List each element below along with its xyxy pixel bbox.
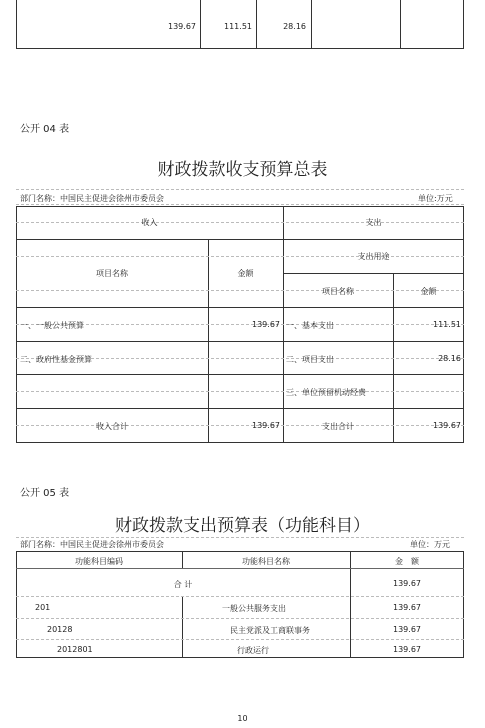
expense-item: 一、基本支出 — [286, 321, 334, 330]
function-code: 201 — [35, 603, 51, 612]
function-name: 民主党派及工商联事务 — [230, 626, 310, 635]
income-item: 二、政府性基金预算 — [20, 355, 92, 364]
header-amount-expense: 金额 — [420, 287, 437, 296]
header-function-code: 功能科目编码 — [75, 557, 123, 566]
expense-item: 三、单位预留机动经费 — [286, 388, 366, 397]
total-income-label: 收入合计 — [96, 422, 128, 431]
function-amount: 139.67 — [393, 625, 421, 634]
table05-title: 财政拨款支出预算表（功能科目） — [115, 516, 370, 536]
expense-item: 二、项目支出 — [286, 355, 334, 364]
header-function-name: 功能科目名称 — [242, 557, 290, 566]
table04-dept: 部门名称：中国民主促进会徐州市委员会 — [20, 194, 164, 203]
total-income-amount: 139.67 — [252, 421, 280, 430]
header-expense: 支出 — [365, 218, 382, 227]
function-code: 2012801 — [57, 645, 93, 654]
top-cell-value-3: 28.16 — [283, 22, 306, 31]
header-income: 收入 — [141, 218, 158, 227]
income-item: 一、一般公共预算 — [20, 321, 84, 330]
expense-amount: 28.16 — [438, 354, 461, 363]
header-amount: 金额 — [237, 269, 254, 278]
table05-dept: 部门名称：中国民主促进会徐州市委员会 — [20, 540, 164, 549]
total-expense-amount: 139.67 — [433, 421, 461, 430]
total-label: 合 计 — [173, 580, 193, 589]
top-cell-value-2: 111.51 — [224, 22, 252, 31]
function-name: 行政运行 — [237, 646, 269, 655]
top-cell-value-1: 139.67 — [168, 22, 196, 31]
section-label-04: 公开 04 表 — [20, 124, 70, 135]
header-expense-use: 支出用途 — [357, 252, 390, 261]
function-amount: 139.67 — [393, 603, 421, 612]
header-item-name-expense: 项目名称 — [322, 287, 354, 296]
function-amount: 139.67 — [393, 645, 421, 654]
expense-amount: 111.51 — [433, 320, 461, 329]
function-name: 一般公共服务支出 — [222, 604, 286, 613]
section-label-05: 公开 05 表 — [20, 488, 70, 499]
income-amount: 139.67 — [252, 320, 280, 329]
header-function-amount: 金 额 — [395, 557, 419, 566]
page-number: 10 — [237, 714, 248, 723]
table04-unit: 单位:万元 — [418, 194, 453, 203]
table05-unit: 单位：万元 — [410, 540, 450, 549]
total-amount: 139.67 — [393, 579, 421, 588]
function-code: 20128 — [47, 625, 73, 634]
table04-title: 财政拨款收支预算总表 — [157, 160, 328, 180]
header-item-name: 项目名称 — [96, 269, 128, 278]
total-expense-label: 支出合计 — [322, 422, 354, 431]
